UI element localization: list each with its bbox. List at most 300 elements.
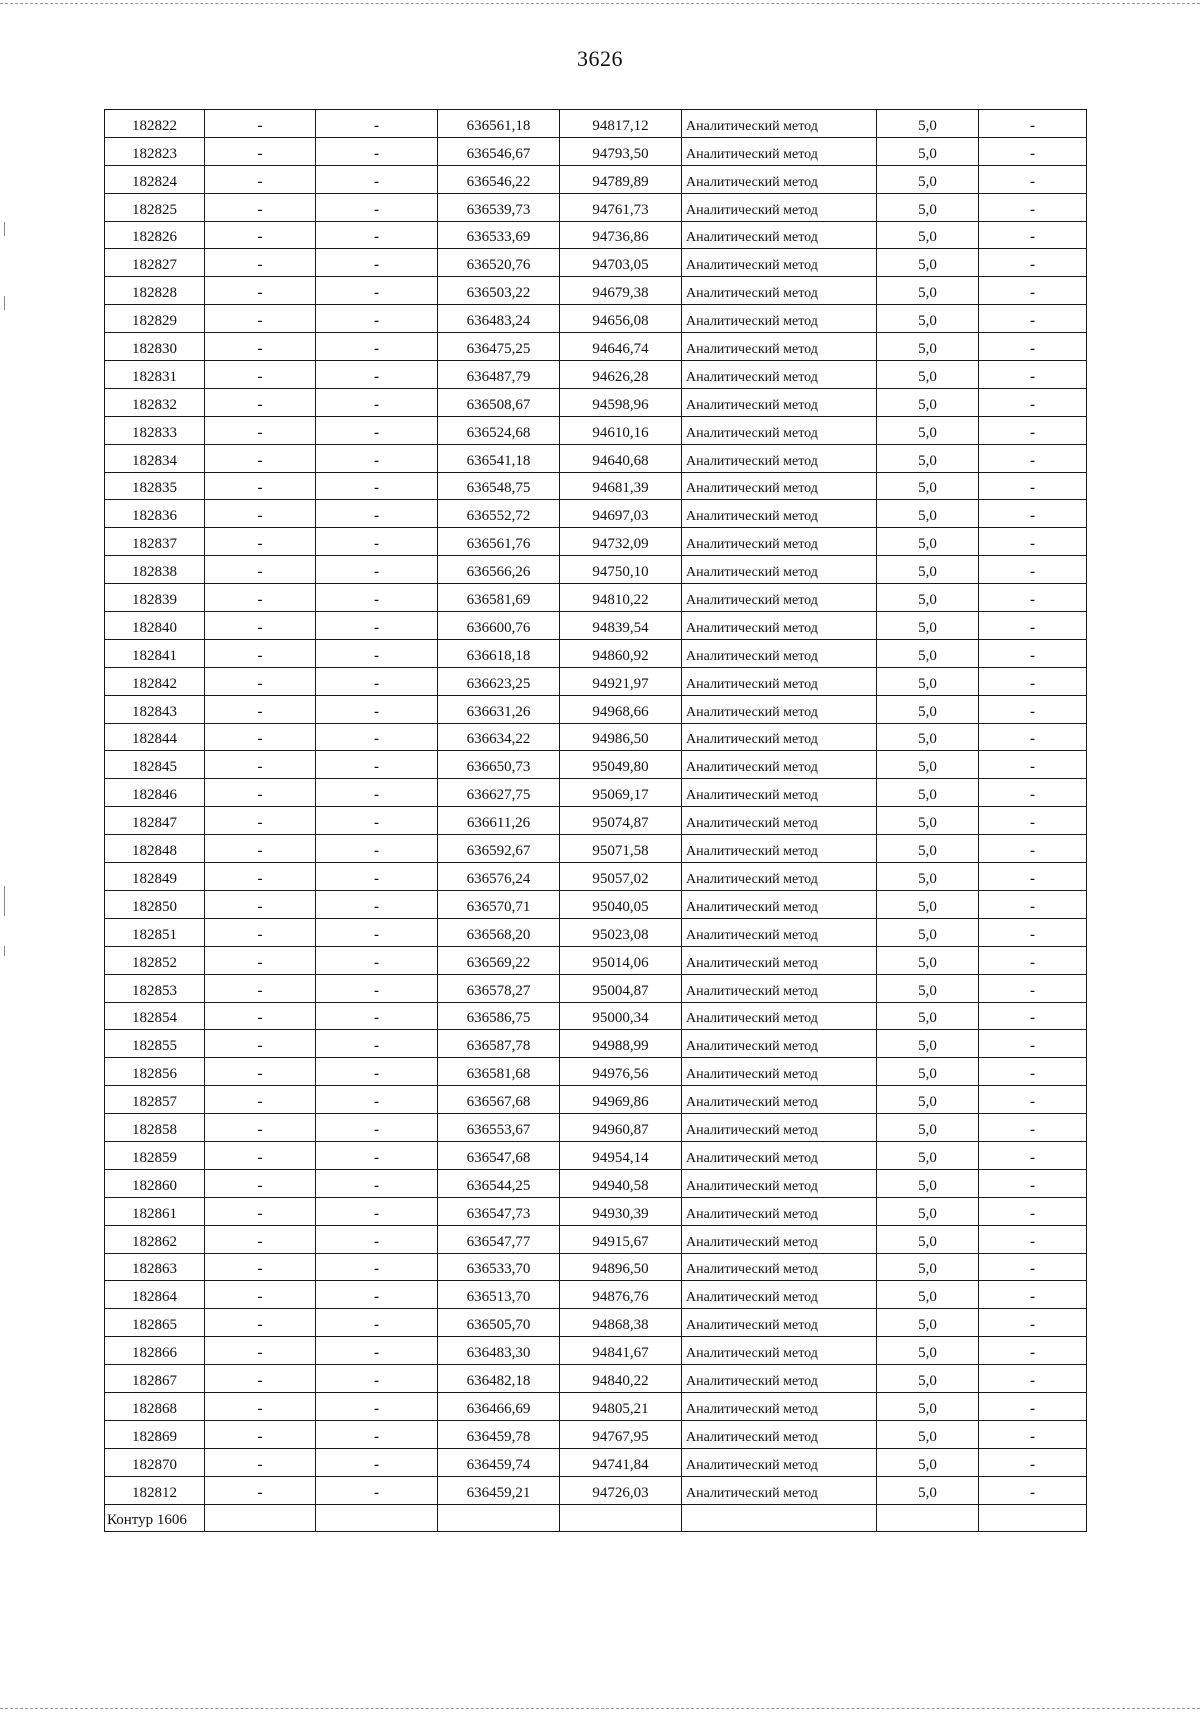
dash-cell: -: [979, 1337, 1087, 1365]
method-cell: Аналитический метод: [682, 723, 877, 751]
method-cell: Аналитический метод: [682, 528, 877, 556]
point-id-cell: 182829: [105, 305, 205, 333]
dash-cell: -: [979, 165, 1087, 193]
x-coordinate-cell: 636513,70: [438, 1281, 560, 1309]
table-row: [105, 277, 1087, 305]
table-row: [105, 165, 1087, 193]
point-id-cell: 182824: [105, 165, 205, 193]
table-row: [105, 1030, 1087, 1058]
point-id-cell: 182843: [105, 695, 205, 723]
dash-cell: -: [205, 1365, 316, 1393]
accuracy-cell: 5,0: [877, 1337, 979, 1365]
dash-cell: -: [979, 1253, 1087, 1281]
accuracy-cell: 5,0: [877, 1392, 979, 1420]
table-row: [105, 500, 1087, 528]
point-id-cell: 182861: [105, 1197, 205, 1225]
point-id-cell: 182838: [105, 556, 205, 584]
point-id-cell: 182864: [105, 1281, 205, 1309]
method-cell: Аналитический метод: [682, 1114, 877, 1142]
x-coordinate-cell: 636548,75: [438, 472, 560, 500]
dash-cell: -: [316, 946, 438, 974]
dash-cell: -: [979, 723, 1087, 751]
dash-cell: -: [205, 1169, 316, 1197]
dash-cell: -: [316, 1253, 438, 1281]
table-row: [105, 193, 1087, 221]
y-coordinate-cell: 94896,50: [560, 1253, 682, 1281]
table-row: [105, 1392, 1087, 1420]
y-coordinate-cell: 94598,96: [560, 388, 682, 416]
method-cell: Аналитический метод: [682, 1281, 877, 1309]
accuracy-cell: 5,0: [877, 277, 979, 305]
dash-cell: -: [316, 137, 438, 165]
x-coordinate-cell: 636592,67: [438, 835, 560, 863]
table-row: [105, 835, 1087, 863]
dash-cell: -: [205, 416, 316, 444]
dash-cell: -: [205, 472, 316, 500]
table-row: [105, 1337, 1087, 1365]
accuracy-cell: 5,0: [877, 110, 979, 138]
dash-cell: -: [316, 1002, 438, 1030]
x-coordinate-cell: 636483,24: [438, 305, 560, 333]
table-row: [105, 584, 1087, 612]
dash-cell: -: [316, 1225, 438, 1253]
dash-cell: -: [205, 1448, 316, 1476]
accuracy-cell: 5,0: [877, 221, 979, 249]
dash-cell: -: [979, 1141, 1087, 1169]
accuracy-cell: 5,0: [877, 1476, 979, 1504]
x-coordinate-cell: 636459,78: [438, 1420, 560, 1448]
dash-cell: -: [316, 835, 438, 863]
point-id-cell: 182865: [105, 1309, 205, 1337]
method-cell: Аналитический метод: [682, 918, 877, 946]
table-row: [105, 110, 1087, 138]
table-row: [105, 249, 1087, 277]
x-coordinate-cell: 636533,69: [438, 221, 560, 249]
method-cell: Аналитический метод: [682, 110, 877, 138]
table-row: [105, 472, 1087, 500]
table-row: [105, 305, 1087, 333]
point-id-cell: 182836: [105, 500, 205, 528]
dash-cell: -: [205, 1058, 316, 1086]
dash-cell: -: [316, 193, 438, 221]
y-coordinate-cell: 94805,21: [560, 1392, 682, 1420]
dash-cell: -: [316, 221, 438, 249]
x-coordinate-cell: 636567,68: [438, 1086, 560, 1114]
accuracy-cell: 5,0: [877, 1197, 979, 1225]
y-coordinate-cell: 95000,34: [560, 1002, 682, 1030]
dash-cell: -: [979, 305, 1087, 333]
point-id-cell: 182870: [105, 1448, 205, 1476]
y-coordinate-cell: 94741,84: [560, 1448, 682, 1476]
dash-cell: -: [979, 333, 1087, 361]
point-id-cell: 182862: [105, 1225, 205, 1253]
dash-cell: -: [205, 946, 316, 974]
dash-cell: -: [205, 1086, 316, 1114]
x-coordinate-cell: 636578,27: [438, 974, 560, 1002]
dash-cell: -: [205, 1002, 316, 1030]
point-id-cell: 182844: [105, 723, 205, 751]
method-cell: Аналитический метод: [682, 1392, 877, 1420]
y-coordinate-cell: 94726,03: [560, 1476, 682, 1504]
table-row: [105, 1169, 1087, 1197]
accuracy-cell: 5,0: [877, 807, 979, 835]
dash-cell: -: [205, 835, 316, 863]
dash-cell: -: [316, 863, 438, 891]
empty-cell: [560, 1504, 682, 1532]
dash-cell: -: [979, 584, 1087, 612]
point-id-cell: 182848: [105, 835, 205, 863]
x-coordinate-cell: 636508,67: [438, 388, 560, 416]
method-cell: Аналитический метод: [682, 1086, 877, 1114]
y-coordinate-cell: 94656,08: [560, 305, 682, 333]
dash-cell: -: [979, 444, 1087, 472]
x-coordinate-cell: 636533,70: [438, 1253, 560, 1281]
method-cell: Аналитический метод: [682, 584, 877, 612]
dash-cell: -: [205, 695, 316, 723]
accuracy-cell: 5,0: [877, 612, 979, 640]
y-coordinate-cell: 94876,76: [560, 1281, 682, 1309]
dash-cell: -: [205, 1281, 316, 1309]
y-coordinate-cell: 94969,86: [560, 1086, 682, 1114]
x-coordinate-cell: 636650,73: [438, 751, 560, 779]
method-cell: Аналитический метод: [682, 751, 877, 779]
x-coordinate-cell: 636475,25: [438, 333, 560, 361]
accuracy-cell: 5,0: [877, 723, 979, 751]
dash-cell: -: [979, 1309, 1087, 1337]
method-cell: Аналитический метод: [682, 165, 877, 193]
x-coordinate-cell: 636570,71: [438, 890, 560, 918]
dash-cell: -: [316, 890, 438, 918]
x-coordinate-cell: 636618,18: [438, 639, 560, 667]
x-coordinate-cell: 636581,68: [438, 1058, 560, 1086]
x-coordinate-cell: 636524,68: [438, 416, 560, 444]
x-coordinate-cell: 636546,22: [438, 165, 560, 193]
dash-cell: -: [316, 361, 438, 389]
dash-cell: -: [979, 388, 1087, 416]
y-coordinate-cell: 94840,22: [560, 1365, 682, 1393]
dash-cell: -: [205, 277, 316, 305]
dash-cell: -: [205, 500, 316, 528]
accuracy-cell: 5,0: [877, 1420, 979, 1448]
dash-cell: -: [205, 249, 316, 277]
method-cell: Аналитический метод: [682, 863, 877, 891]
dash-cell: -: [205, 165, 316, 193]
accuracy-cell: 5,0: [877, 751, 979, 779]
x-coordinate-cell: 636459,21: [438, 1476, 560, 1504]
point-id-cell: 182823: [105, 137, 205, 165]
accuracy-cell: 5,0: [877, 1030, 979, 1058]
dash-cell: -: [205, 1420, 316, 1448]
accuracy-cell: 5,0: [877, 444, 979, 472]
method-cell: Аналитический метод: [682, 1448, 877, 1476]
table-row: [105, 695, 1087, 723]
empty-cell: [205, 1504, 316, 1532]
dash-cell: -: [979, 946, 1087, 974]
accuracy-cell: 5,0: [877, 165, 979, 193]
table-row: [105, 751, 1087, 779]
dash-cell: -: [316, 165, 438, 193]
method-cell: Аналитический метод: [682, 807, 877, 835]
accuracy-cell: 5,0: [877, 584, 979, 612]
x-coordinate-cell: 636586,75: [438, 1002, 560, 1030]
y-coordinate-cell: 94732,09: [560, 528, 682, 556]
method-cell: Аналитический метод: [682, 1030, 877, 1058]
point-id-cell: 182835: [105, 472, 205, 500]
method-cell: Аналитический метод: [682, 1365, 877, 1393]
x-coordinate-cell: 636561,18: [438, 110, 560, 138]
dash-cell: -: [205, 779, 316, 807]
dash-cell: -: [316, 807, 438, 835]
empty-cell: [682, 1504, 877, 1532]
y-coordinate-cell: 94940,58: [560, 1169, 682, 1197]
accuracy-cell: 5,0: [877, 1253, 979, 1281]
dash-cell: -: [979, 1392, 1087, 1420]
dash-cell: -: [316, 277, 438, 305]
method-cell: Аналитический метод: [682, 1002, 877, 1030]
point-id-cell: 182856: [105, 1058, 205, 1086]
dash-cell: -: [205, 388, 316, 416]
accuracy-cell: 5,0: [877, 137, 979, 165]
table-row: [105, 1141, 1087, 1169]
table-row: [105, 1448, 1087, 1476]
table-row: [105, 1365, 1087, 1393]
method-cell: Аналитический метод: [682, 472, 877, 500]
dash-cell: -: [316, 751, 438, 779]
accuracy-cell: 5,0: [877, 918, 979, 946]
empty-cell: [438, 1504, 560, 1532]
method-cell: Аналитический метод: [682, 1253, 877, 1281]
y-coordinate-cell: 94986,50: [560, 723, 682, 751]
dash-cell: -: [316, 528, 438, 556]
table-row: [105, 667, 1087, 695]
x-coordinate-cell: 636576,24: [438, 863, 560, 891]
x-coordinate-cell: 636623,25: [438, 667, 560, 695]
method-cell: Аналитический метод: [682, 974, 877, 1002]
dash-cell: -: [316, 556, 438, 584]
method-cell: Аналитический метод: [682, 305, 877, 333]
dash-cell: -: [205, 584, 316, 612]
table-row: [105, 890, 1087, 918]
table-row: [105, 388, 1087, 416]
y-coordinate-cell: 94736,86: [560, 221, 682, 249]
dash-cell: -: [979, 249, 1087, 277]
method-cell: Аналитический метод: [682, 1337, 877, 1365]
point-id-cell: 182849: [105, 863, 205, 891]
accuracy-cell: 5,0: [877, 1281, 979, 1309]
table-row: [105, 946, 1087, 974]
dash-cell: -: [979, 137, 1087, 165]
empty-cell: [877, 1504, 979, 1532]
x-coordinate-cell: 636631,26: [438, 695, 560, 723]
dash-cell: -: [205, 556, 316, 584]
y-coordinate-cell: 95023,08: [560, 918, 682, 946]
margin-mark: [4, 296, 5, 310]
dash-cell: -: [205, 221, 316, 249]
accuracy-cell: 5,0: [877, 863, 979, 891]
dash-cell: -: [316, 1365, 438, 1393]
contour-label: Контур 1606: [105, 1504, 205, 1532]
dash-cell: -: [316, 333, 438, 361]
point-id-cell: 182832: [105, 388, 205, 416]
margin-mark: [4, 222, 5, 236]
y-coordinate-cell: 94646,74: [560, 333, 682, 361]
method-cell: Аналитический метод: [682, 946, 877, 974]
dash-cell: -: [205, 1476, 316, 1504]
dash-cell: -: [205, 444, 316, 472]
table-row: [105, 612, 1087, 640]
table-row: [105, 1420, 1087, 1448]
y-coordinate-cell: 95049,80: [560, 751, 682, 779]
dash-cell: -: [205, 667, 316, 695]
dash-cell: -: [205, 612, 316, 640]
dash-cell: -: [979, 1281, 1087, 1309]
dash-cell: -: [979, 779, 1087, 807]
point-id-cell: 182846: [105, 779, 205, 807]
dash-cell: -: [205, 110, 316, 138]
dash-cell: -: [316, 695, 438, 723]
dash-cell: -: [205, 974, 316, 1002]
y-coordinate-cell: 94968,66: [560, 695, 682, 723]
dash-cell: -: [205, 863, 316, 891]
dash-cell: -: [316, 1141, 438, 1169]
x-coordinate-cell: 636541,18: [438, 444, 560, 472]
table-row: [105, 807, 1087, 835]
y-coordinate-cell: 94930,39: [560, 1197, 682, 1225]
dash-cell: -: [205, 333, 316, 361]
y-coordinate-cell: 95069,17: [560, 779, 682, 807]
accuracy-cell: 5,0: [877, 974, 979, 1002]
x-coordinate-cell: 636600,76: [438, 612, 560, 640]
y-coordinate-cell: 94839,54: [560, 612, 682, 640]
dash-cell: -: [205, 751, 316, 779]
dash-cell: -: [316, 1114, 438, 1142]
accuracy-cell: 5,0: [877, 667, 979, 695]
table-row: [105, 137, 1087, 165]
accuracy-cell: 5,0: [877, 1058, 979, 1086]
accuracy-cell: 5,0: [877, 639, 979, 667]
bottom-scan-edge: [0, 1708, 1200, 1709]
method-cell: Аналитический метод: [682, 1420, 877, 1448]
point-id-cell: 182830: [105, 333, 205, 361]
dash-cell: -: [979, 528, 1087, 556]
dash-cell: -: [316, 444, 438, 472]
dash-cell: -: [205, 1392, 316, 1420]
x-coordinate-cell: 636466,69: [438, 1392, 560, 1420]
point-id-cell: 182847: [105, 807, 205, 835]
point-id-cell: 182853: [105, 974, 205, 1002]
dash-cell: -: [316, 1337, 438, 1365]
dash-cell: -: [979, 807, 1087, 835]
dash-cell: -: [205, 1253, 316, 1281]
x-coordinate-cell: 636561,76: [438, 528, 560, 556]
accuracy-cell: 5,0: [877, 361, 979, 389]
point-id-cell: 182868: [105, 1392, 205, 1420]
y-coordinate-cell: 94761,73: [560, 193, 682, 221]
method-cell: Аналитический метод: [682, 667, 877, 695]
accuracy-cell: 5,0: [877, 1309, 979, 1337]
table-body: [105, 110, 1087, 1532]
x-coordinate-cell: 636546,67: [438, 137, 560, 165]
dash-cell: -: [979, 1114, 1087, 1142]
point-id-cell: 182845: [105, 751, 205, 779]
table-row: [105, 1225, 1087, 1253]
dash-cell: -: [979, 612, 1087, 640]
y-coordinate-cell: 95074,87: [560, 807, 682, 835]
y-coordinate-cell: 94810,22: [560, 584, 682, 612]
accuracy-cell: 5,0: [877, 779, 979, 807]
x-coordinate-cell: 636547,68: [438, 1141, 560, 1169]
point-id-cell: 182854: [105, 1002, 205, 1030]
x-coordinate-cell: 636568,20: [438, 918, 560, 946]
x-coordinate-cell: 636483,30: [438, 1337, 560, 1365]
method-cell: Аналитический метод: [682, 695, 877, 723]
method-cell: Аналитический метод: [682, 500, 877, 528]
coordinates-table: [104, 109, 1087, 1532]
page-number: 3626: [577, 46, 623, 71]
point-id-cell: 182833: [105, 416, 205, 444]
dash-cell: -: [979, 472, 1087, 500]
dash-cell: -: [979, 1448, 1087, 1476]
method-cell: Аналитический метод: [682, 444, 877, 472]
dash-cell: -: [979, 1086, 1087, 1114]
accuracy-cell: 5,0: [877, 305, 979, 333]
dash-cell: -: [316, 779, 438, 807]
point-id-cell: 182831: [105, 361, 205, 389]
y-coordinate-cell: 94750,10: [560, 556, 682, 584]
dash-cell: -: [979, 1365, 1087, 1393]
method-cell: Аналитический метод: [682, 1141, 877, 1169]
table-row: [105, 221, 1087, 249]
method-cell: Аналитический метод: [682, 1225, 877, 1253]
dash-cell: -: [979, 500, 1087, 528]
accuracy-cell: 5,0: [877, 1365, 979, 1393]
accuracy-cell: 5,0: [877, 388, 979, 416]
accuracy-cell: 5,0: [877, 1225, 979, 1253]
dash-cell: -: [205, 1030, 316, 1058]
x-coordinate-cell: 636459,74: [438, 1448, 560, 1476]
point-id-cell: 182852: [105, 946, 205, 974]
table-row: [105, 1253, 1087, 1281]
y-coordinate-cell: 94921,97: [560, 667, 682, 695]
dash-cell: -: [316, 249, 438, 277]
x-coordinate-cell: 636634,22: [438, 723, 560, 751]
method-cell: Аналитический метод: [682, 416, 877, 444]
accuracy-cell: 5,0: [877, 1086, 979, 1114]
y-coordinate-cell: 94626,28: [560, 361, 682, 389]
x-coordinate-cell: 636566,26: [438, 556, 560, 584]
table-row: [105, 1476, 1087, 1504]
dash-cell: -: [979, 277, 1087, 305]
point-id-cell: 182812: [105, 1476, 205, 1504]
point-id-cell: 182822: [105, 110, 205, 138]
dash-cell: -: [979, 1169, 1087, 1197]
dash-cell: -: [316, 612, 438, 640]
accuracy-cell: 5,0: [877, 528, 979, 556]
dash-cell: -: [979, 1420, 1087, 1448]
dash-cell: -: [979, 835, 1087, 863]
y-coordinate-cell: 94610,16: [560, 416, 682, 444]
y-coordinate-cell: 94860,92: [560, 639, 682, 667]
point-id-cell: 182840: [105, 612, 205, 640]
method-cell: Аналитический метод: [682, 556, 877, 584]
method-cell: Аналитический метод: [682, 1169, 877, 1197]
accuracy-cell: 5,0: [877, 946, 979, 974]
point-id-cell: 182867: [105, 1365, 205, 1393]
dash-cell: -: [205, 305, 316, 333]
x-coordinate-cell: 636505,70: [438, 1309, 560, 1337]
dash-cell: -: [205, 723, 316, 751]
dash-cell: -: [205, 918, 316, 946]
